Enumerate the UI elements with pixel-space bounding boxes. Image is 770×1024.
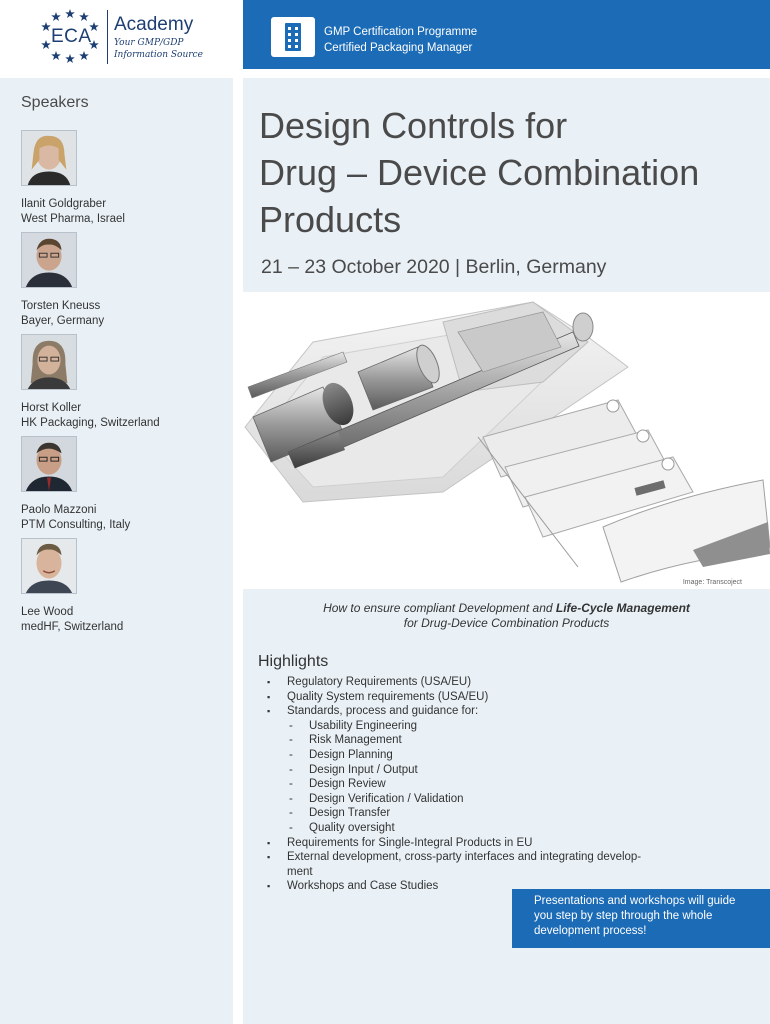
highlights-list: [267, 675, 687, 894]
logo-name: Academy: [114, 14, 194, 35]
speaker-photo: [21, 436, 77, 492]
speakers-heading: Speakers: [21, 94, 89, 111]
list-subitem: - Design Transfer: [267, 806, 687, 821]
callout-box: [512, 889, 770, 948]
speaker-card: [21, 334, 221, 430]
list-subitem: - Usability Engineering: [267, 719, 687, 734]
speaker-org: medHF, Switzerland: [21, 620, 124, 633]
speaker-name: Lee Wood: [21, 606, 74, 618]
speaker-name: Horst Koller: [21, 402, 82, 414]
speaker-org: HK Packaging, Switzerland: [21, 416, 160, 429]
subtitle-line-2: for Drug-Device Combination Products: [403, 616, 610, 630]
speakers-panel: [0, 78, 233, 1024]
list-subitem: - Risk Management: [267, 733, 687, 748]
speaker-org: Bayer, Germany: [21, 314, 105, 327]
speaker-name: Torsten Kneuss: [21, 300, 101, 312]
callout-line-2: you step by step through the whole: [534, 910, 713, 922]
speaker-photo: [21, 130, 77, 186]
speaker-card: [21, 436, 221, 532]
list-subitem: - Quality oversight: [267, 821, 687, 836]
subtitle-emphasis: Life-Cycle Management: [555, 601, 690, 615]
date-location: 21 – 23 October 2020 | Berlin, Germany: [261, 256, 607, 278]
programme-header: [243, 0, 770, 69]
description-block: [243, 589, 770, 1024]
programme-title: [324, 24, 477, 56]
callout-line-3: development process!: [534, 925, 647, 937]
logo-divider: [107, 10, 108, 64]
speaker-card: [21, 538, 221, 634]
certificate-icon: [271, 17, 315, 57]
speaker-org: PTM Consulting, Italy: [21, 518, 131, 531]
product-image: [243, 292, 770, 589]
list-subitem: - Design Review: [267, 777, 687, 792]
course-title-line-2: Drug – Device Combination: [259, 152, 700, 193]
speaker-org: West Pharma, Israel: [21, 212, 125, 225]
course-subtitle: [243, 601, 770, 631]
list-item: ▪ Requirements for Single-Integral Products in EU: [267, 836, 687, 851]
course-title-line-1: Design Controls for: [259, 105, 568, 146]
speaker-photo: [21, 334, 77, 390]
list-item-text: ▪ External development, cross-party interfaces and integrating develop-: [287, 851, 642, 864]
speaker-card: [21, 130, 221, 226]
speaker-photo: [21, 538, 77, 594]
list-item: ▪ Regulatory Requirements (USA/EU): [267, 675, 687, 690]
highlights-heading: Highlights: [258, 653, 329, 670]
programme-line-2: Certified Packaging Manager: [324, 42, 473, 54]
title-block: [243, 78, 770, 292]
callout-line-1: Presentations and workshops will guide: [534, 895, 736, 907]
list-item: [267, 850, 687, 879]
list-subitem: - Design Input / Output: [267, 763, 687, 778]
drug-device-kit-illustration: [243, 292, 770, 589]
subtitle-text: How to ensure compliant Development and: [323, 601, 556, 615]
list-item-wrap: ment: [287, 865, 313, 878]
speaker-name: Ilanit Goldgraber: [21, 198, 107, 210]
logo-mark: ECA: [51, 26, 92, 47]
list-subitem: - Design Planning: [267, 748, 687, 763]
eca-academy-logo: [38, 8, 238, 68]
speaker-photo: [21, 232, 77, 288]
course-title: [259, 102, 759, 243]
list-item: ▪ Standards, process and guidance for:: [267, 704, 687, 719]
list-item: ▪ Quality System requirements (USA/EU): [267, 690, 687, 705]
logo-tagline-1: Your GMP/GDP: [114, 38, 184, 48]
image-credit: Image: Transcoject: [682, 579, 742, 586]
speaker-card: [21, 232, 221, 328]
logo-tagline-2: Information Source: [114, 50, 203, 60]
speaker-name: Paolo Mazzoni: [21, 504, 97, 516]
course-title-line-3: Products: [259, 199, 402, 240]
list-subitem: - Design Verification / Validation: [267, 792, 687, 807]
programme-line-1: GMP Certification Programme: [324, 26, 478, 38]
list-item: ▪ Workshops and Case Studies: [267, 879, 687, 894]
